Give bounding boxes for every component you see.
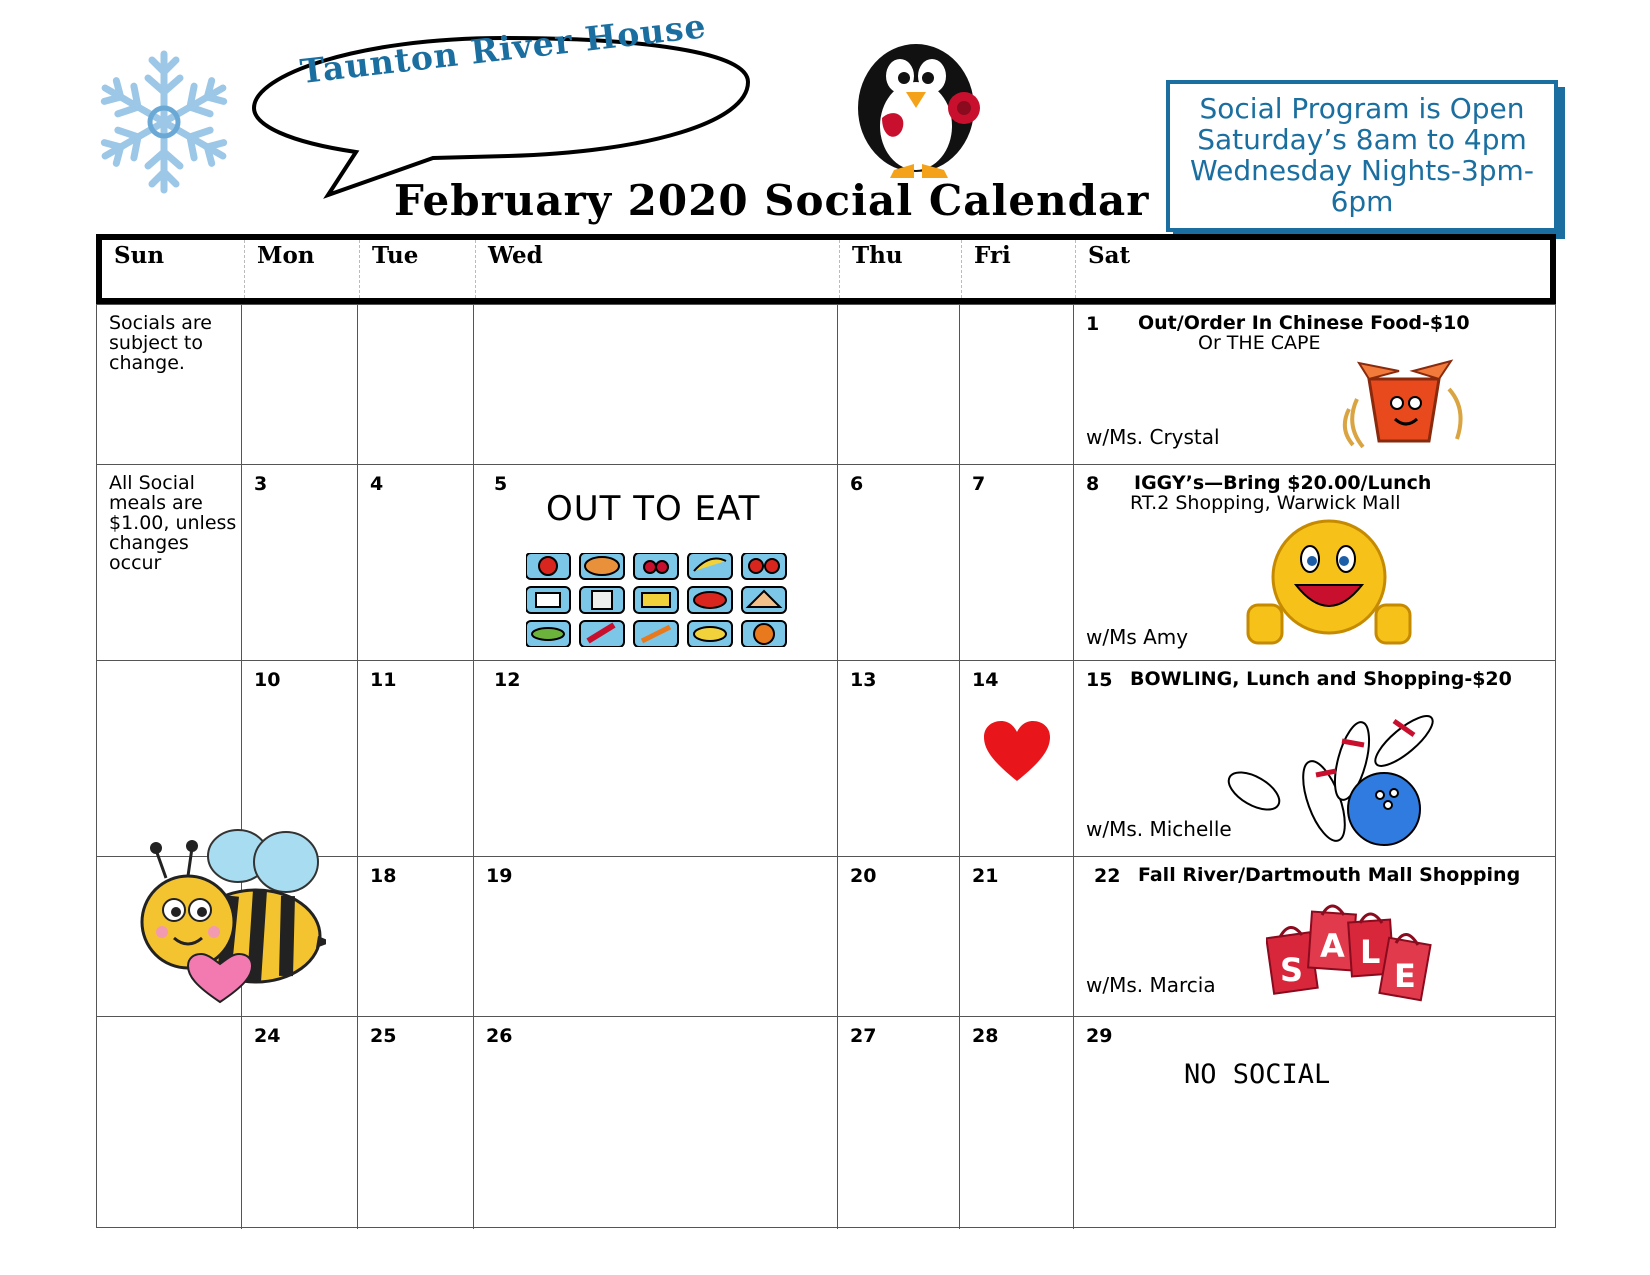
event-staff: w/Ms. Crystal bbox=[1086, 425, 1220, 449]
day-number: 24 bbox=[254, 1025, 281, 1047]
calendar-cell bbox=[960, 1017, 1074, 1229]
info-line: Wednesday Nights-3pm- bbox=[1190, 154, 1534, 187]
day-number: 12 bbox=[494, 669, 521, 691]
day-number: 22 bbox=[1094, 865, 1121, 887]
event-title: BOWLING, Lunch and Shopping-$20 bbox=[1130, 668, 1512, 690]
no-social-label: NO SOCIAL bbox=[1184, 1059, 1331, 1090]
calendar-cell bbox=[358, 465, 474, 661]
event-subtitle: Or THE CAPE bbox=[1198, 332, 1321, 354]
day-number: 6 bbox=[850, 473, 864, 495]
event-staff: w/Ms Amy bbox=[1086, 625, 1189, 649]
day-number: 18 bbox=[370, 865, 397, 887]
calendar-cell bbox=[358, 1017, 474, 1229]
calendar-cell-sat-22 bbox=[1074, 857, 1555, 1017]
day-header-fri: Fri bbox=[962, 240, 1076, 298]
page-title: February 2020 Social Calendar bbox=[394, 176, 1150, 225]
day-header-wed: Wed bbox=[476, 240, 840, 298]
calendar-cell bbox=[474, 1017, 838, 1229]
sale-bags-icon bbox=[1266, 895, 1436, 1005]
day-number: 25 bbox=[370, 1025, 397, 1047]
day-number: 15 bbox=[1086, 669, 1113, 691]
info-line: Social Program is Open bbox=[1199, 92, 1525, 125]
event-title: IGGY’s—Bring $20.00/Lunch bbox=[1134, 472, 1432, 494]
calendar-cell-wed-5 bbox=[474, 465, 838, 661]
day-header-mon: Mon bbox=[245, 240, 360, 298]
calendar-cell-fri-14 bbox=[960, 661, 1074, 857]
info-line: Saturday’s 8am to 4pm bbox=[1197, 123, 1527, 156]
calendar-cell bbox=[358, 857, 474, 1017]
day-number: 27 bbox=[850, 1025, 877, 1047]
event-staff: w/Ms. Michelle bbox=[1086, 817, 1232, 841]
day-number: 10 bbox=[254, 669, 281, 691]
event-title: OUT TO EAT bbox=[546, 489, 761, 529]
calendar-cell-sat-1 bbox=[1074, 305, 1555, 465]
calendar-cell bbox=[242, 465, 358, 661]
snowflake-icon bbox=[90, 42, 238, 202]
note-subject-to-change: Socials are subject to change. bbox=[109, 312, 212, 374]
calendar-cell bbox=[358, 661, 474, 857]
sale-letter-a: A bbox=[1320, 927, 1345, 965]
calendar-cell bbox=[97, 465, 242, 661]
calendar-cell bbox=[960, 857, 1074, 1017]
calendar-cell bbox=[838, 465, 960, 661]
food-tray-icon bbox=[526, 553, 788, 647]
calendar-cell bbox=[838, 1017, 960, 1229]
day-number: 11 bbox=[370, 669, 397, 691]
calendar-cell bbox=[358, 305, 474, 465]
day-number: 1 bbox=[1086, 313, 1100, 335]
chinese-takeout-icon bbox=[1329, 349, 1479, 449]
day-number: 21 bbox=[972, 865, 999, 887]
calendar-cell bbox=[242, 1017, 358, 1229]
day-header-sun: Sun bbox=[102, 240, 245, 298]
day-number: 19 bbox=[486, 865, 513, 887]
day-number: 14 bbox=[972, 669, 999, 691]
calendar-cell bbox=[97, 1017, 242, 1229]
bowling-icon bbox=[1224, 701, 1454, 851]
sale-letter-s: S bbox=[1280, 951, 1304, 989]
heart-icon bbox=[982, 719, 1052, 783]
calendar-cell bbox=[960, 465, 1074, 661]
day-number: 7 bbox=[972, 473, 986, 495]
day-number: 26 bbox=[486, 1025, 513, 1047]
calendar-cell bbox=[838, 661, 960, 857]
calendar-cell bbox=[474, 857, 838, 1017]
bee-icon bbox=[126, 826, 326, 1006]
event-title: Out/Order In Chinese Food-$10 bbox=[1138, 312, 1470, 334]
note-meal-price: All Social meals are $1.00, unless changes occur bbox=[109, 472, 237, 574]
calendar-cell-sat-15 bbox=[1074, 661, 1555, 857]
info-line: 6pm bbox=[1330, 185, 1394, 218]
event-staff: w/Ms. Marcia bbox=[1086, 973, 1216, 997]
calendar-cell bbox=[960, 305, 1074, 465]
bubble-text: Taunton River House bbox=[298, 6, 709, 92]
sale-letter-l: L bbox=[1360, 933, 1381, 971]
day-header-tue: Tue bbox=[360, 240, 476, 298]
smiley-thumbs-up-icon bbox=[1244, 515, 1414, 655]
sale-letter-e: E bbox=[1394, 957, 1416, 995]
day-header-sat: Sat bbox=[1088, 242, 1131, 269]
day-number: 4 bbox=[370, 473, 384, 495]
calendar-cell bbox=[838, 305, 960, 465]
calendar-cell bbox=[97, 305, 242, 465]
day-header-thu: Thu bbox=[840, 240, 962, 298]
calendar-cell-sat-8 bbox=[1074, 465, 1555, 661]
calendar-cell bbox=[838, 857, 960, 1017]
calendar-grid bbox=[96, 304, 1556, 1228]
day-number: 8 bbox=[1086, 473, 1100, 495]
day-number: 13 bbox=[850, 669, 877, 691]
calendar bbox=[96, 234, 1556, 1228]
calendar-cell bbox=[474, 661, 838, 857]
day-number: 28 bbox=[972, 1025, 999, 1047]
day-number: 20 bbox=[850, 865, 877, 887]
event-title: Fall River/Dartmouth Mall Shopping bbox=[1138, 864, 1521, 886]
event-subtitle: RT.2 Shopping, Warwick Mall bbox=[1130, 492, 1401, 514]
calendar-cell bbox=[474, 305, 838, 465]
calendar-cell-sat-29 bbox=[1074, 1017, 1555, 1229]
calendar-cell bbox=[242, 305, 358, 465]
day-number: 3 bbox=[254, 473, 268, 495]
info-box bbox=[1166, 80, 1558, 232]
day-header-row bbox=[96, 234, 1556, 304]
penguin-icon bbox=[852, 38, 987, 180]
day-number: 29 bbox=[1086, 1025, 1113, 1047]
day-number: 5 bbox=[494, 473, 508, 495]
